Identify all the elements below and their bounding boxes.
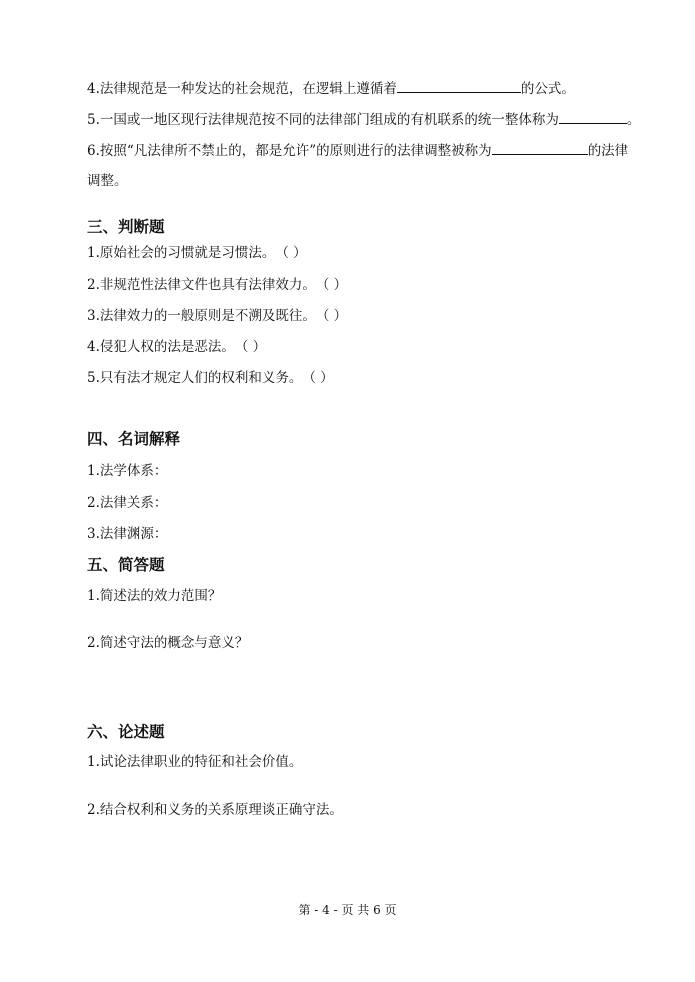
answer-parentheses[interactable]: （ ） xyxy=(234,339,267,355)
answer-parentheses[interactable]: （ ） xyxy=(275,245,307,261)
item-text: 1.原始社会的习惯就是习惯法。 xyxy=(87,245,276,261)
item-text: 4.侵犯人权的法是恶法。 xyxy=(87,339,235,355)
question-text: 6.按照“凡法律所不禁止的，都是允许”的原则进行的法律调整被称为 xyxy=(87,143,492,159)
question-text: 5.一国或一地区现行法律规范按不同的法律部门组成的有机联系的统一整体称为 xyxy=(87,112,559,128)
fill-in-question-5 xyxy=(87,109,640,129)
section-heading-short-answer: 五、简答题 xyxy=(87,556,165,574)
item-text: 3.法律效力的一般原则是不溯及既往。 xyxy=(87,308,316,324)
fill-in-question-4 xyxy=(87,78,575,98)
true-false-item-4 xyxy=(87,338,266,356)
true-false-item-2 xyxy=(87,276,347,294)
section-heading-term-definitions: 四、名词解释 xyxy=(87,430,181,448)
answer-parentheses[interactable]: （ ） xyxy=(315,308,348,324)
question-text: 。 xyxy=(626,112,641,128)
fill-in-question-6-continued: 调整。 xyxy=(87,173,128,189)
question-text: 的公式。 xyxy=(520,81,575,97)
answer-blank[interactable] xyxy=(559,109,627,124)
section-heading-essay: 六、论述题 xyxy=(87,723,165,741)
term-definition-item-3: 3.法律渊源： xyxy=(87,526,168,542)
essay-item-2: 2.结合权利和义务的关系原理谈正确守法。 xyxy=(87,802,343,818)
answer-parentheses[interactable]: （ ） xyxy=(302,370,334,386)
true-false-item-5 xyxy=(87,369,334,387)
item-text: 5.只有法才规定人们的权利和义务。 xyxy=(87,370,303,386)
fill-in-question-6 xyxy=(87,140,628,160)
item-text: 2.非规范性法律文件也具有法律效力。 xyxy=(87,277,316,293)
essay-item-1: 1.试论法律职业的特征和社会价值。 xyxy=(87,754,303,770)
answer-parentheses[interactable]: （ ） xyxy=(315,277,348,293)
true-false-item-1 xyxy=(87,244,307,262)
question-text: 4.法律规范是一种发达的社会规范，在逻辑上遵循着 xyxy=(87,81,397,97)
answer-blank[interactable] xyxy=(492,140,588,155)
section-heading-true-false: 三、判断题 xyxy=(87,218,165,236)
page-footer: 第 - 4 - 页 共 6 页 xyxy=(298,903,397,917)
short-answer-item-1: 1.简述法的效力范围？ xyxy=(87,588,222,604)
term-definition-item-1: 1.法学体系： xyxy=(87,463,168,479)
short-answer-item-2: 2.简述守法的概念与意义？ xyxy=(87,635,249,651)
term-definition-item-2: 2.法律关系： xyxy=(87,495,168,511)
question-text: 的法律 xyxy=(587,143,629,159)
answer-blank[interactable] xyxy=(397,78,521,93)
true-false-item-3 xyxy=(87,307,347,325)
